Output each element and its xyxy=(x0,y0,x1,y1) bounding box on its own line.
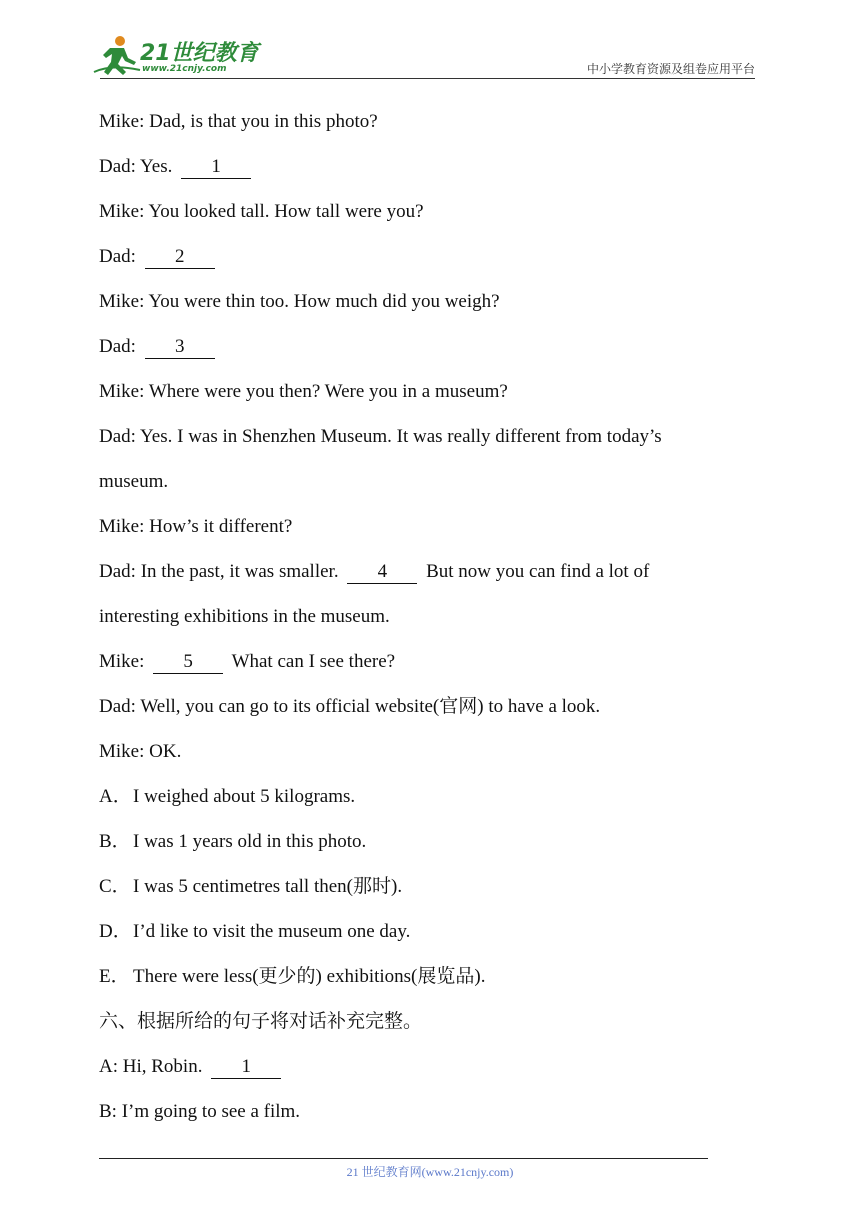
answer-blank-6-1[interactable]: 1 xyxy=(211,1056,281,1079)
option-item: B． I was 1 years old in this photo. xyxy=(99,831,367,852)
dialogue-line: Dad: In the past, it was smaller. 4 But now you can find a lot of xyxy=(99,561,650,582)
option-item: D．I’d like to visit the museum one day. xyxy=(99,921,411,942)
section-title: 六、根据所给的句子将对话补充完整。 xyxy=(99,1011,423,1032)
answer-blank-2[interactable]: 2 xyxy=(145,246,215,269)
dialogue-line: Dad: Well, you can go to its official website(官网) to have a look. xyxy=(99,696,601,717)
header-divider xyxy=(100,78,755,79)
answer-blank-5[interactable]: 5 xyxy=(153,651,223,674)
document-body xyxy=(99,107,759,1142)
dialogue-line: A: Hi, Robin. 1 xyxy=(99,1052,759,1097)
dialogue-line: Mike: How’s it different? xyxy=(99,516,293,537)
logo-url: www.21cnjy.com xyxy=(142,64,227,74)
dialogue-line: Dad: Yes. I was in Shenzhen Museum. It was really different from today’s xyxy=(99,426,662,447)
logo xyxy=(92,34,262,80)
dialogue-line: Mike: OK. xyxy=(99,741,182,762)
footer-divider xyxy=(99,1158,708,1159)
page-header xyxy=(0,0,860,90)
dialogue-line: Mike: You were thin too. How much did you weigh? xyxy=(99,291,500,312)
option-item: E． There were less(更少的) exhibitions(展览品). xyxy=(99,966,486,987)
answer-blank-1[interactable]: 1 xyxy=(181,156,251,179)
footer-text: 21 世纪教育网(www.21cnjy.com) xyxy=(346,1165,514,1179)
dialogue-line: B: I’m going to see a film. xyxy=(99,1101,301,1122)
dialogue-line: Dad: 2 xyxy=(99,242,759,287)
option-item: C． I was 5 centimetres tall then(那时). xyxy=(99,876,403,897)
answer-blank-4[interactable]: 4 xyxy=(347,561,417,584)
dialogue-line: interesting exhibitions in the museum. xyxy=(99,606,390,627)
dialogue-line: Mike: Dad, is that you in this photo? xyxy=(99,111,378,132)
answer-blank-3[interactable]: 3 xyxy=(145,336,215,359)
runner-logo-icon xyxy=(92,34,142,78)
dialogue-line: Mike: 5 What can I see there? xyxy=(99,651,396,672)
option-item: A．I weighed about 5 kilograms. xyxy=(99,786,356,807)
dialogue-line: Mike: Where were you then? Were you in a museum? xyxy=(99,381,508,402)
dialogue-line: Dad: Yes. 1 xyxy=(99,152,759,197)
platform-label: 中小学教育资源及组卷应用平台 xyxy=(586,62,755,76)
logo-text: 21世纪教育 xyxy=(140,41,259,66)
dialogue-line: Dad: 3 xyxy=(99,332,759,377)
dialogue-line: Mike: You looked tall. How tall were you? xyxy=(99,201,424,222)
dialogue-line: museum. xyxy=(99,471,169,492)
